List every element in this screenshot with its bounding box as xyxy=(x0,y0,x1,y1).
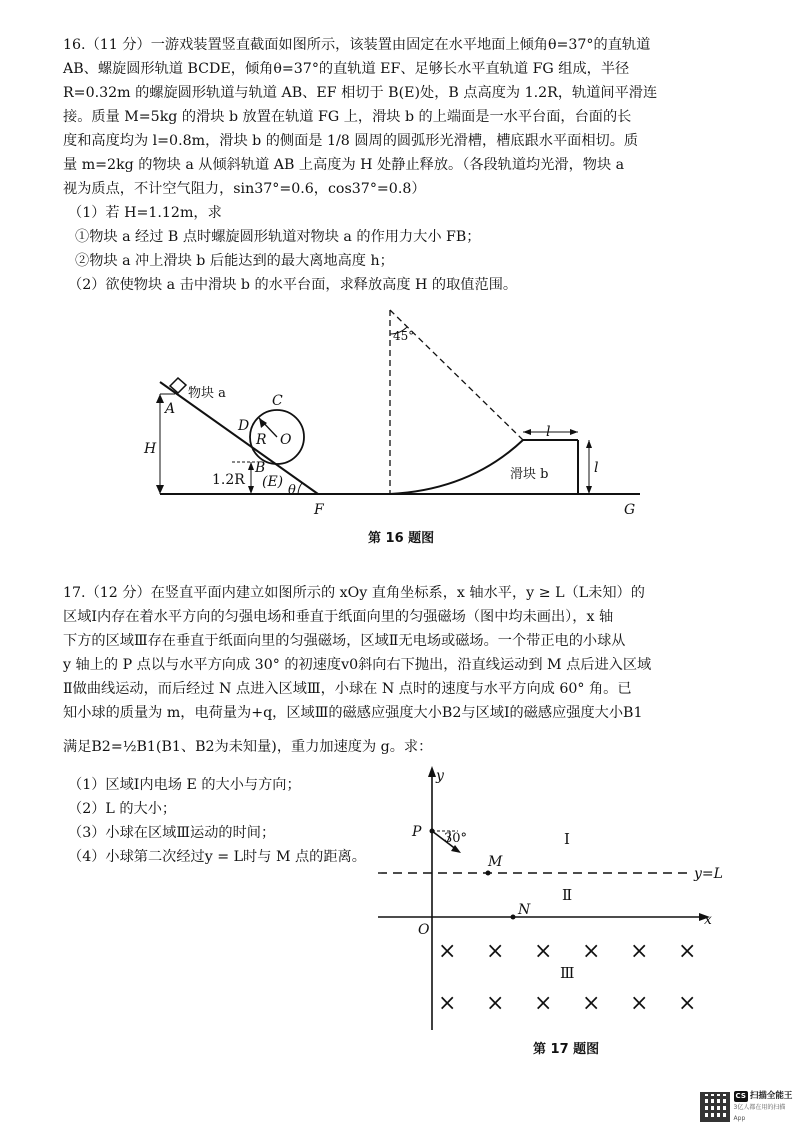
q16-line-3: R=0.32m 的螺旋圆形轨道与轨道 AB、EF 相切于 B(E)处，B 点高度为 1.2R，轨道间平滑连 xyxy=(63,85,658,101)
q16-sub1b: ②物块 a 冲上滑块 b 后能达到的最大离地高度 h； xyxy=(75,253,394,269)
label-E: (E) xyxy=(262,474,284,490)
label-H: H xyxy=(144,441,157,457)
q17-sub-4: （4）小球第二次经过y = L时与 M 点的距离。 xyxy=(68,849,366,865)
label-theta: θ xyxy=(288,483,296,498)
label-y-axis: y xyxy=(436,768,444,784)
scanner-logo: CS xyxy=(735,1091,746,1100)
y-axis-arrow xyxy=(428,766,436,777)
label-B: B xyxy=(255,460,266,476)
label-G: G xyxy=(624,502,636,518)
label-O: O xyxy=(280,432,292,448)
q17-line-3: 下方的区域Ⅲ存在垂直于纸面向里的匀强磁场，区域Ⅱ无电场或磁场。一个带正电的小球从 xyxy=(63,633,626,649)
q17-line-2: 区域Ⅰ内存在着水平方向的匀强电场和垂直于纸面向里的匀强磁场（图中均未画出），x 轴 xyxy=(63,609,614,625)
label-origin: O xyxy=(418,922,430,938)
label-l-side: l xyxy=(594,460,599,476)
q17-line-4: y 轴上的 P 点以与水平方向成 30° 的初速度v0斜向右下抛出，沿直线运动到 M 点后进入区域 xyxy=(63,657,652,673)
q17-line-5: Ⅱ做曲线运动，而后经过 N 点进入区域Ⅲ，小球在 N 点时的速度与水平方向成 60° 角。已 xyxy=(63,681,632,697)
field-cross-mark: × xyxy=(534,939,553,964)
field-cross-mark: × xyxy=(438,939,457,964)
label-y-equals-L: y=L xyxy=(694,866,723,882)
label-D: D xyxy=(238,418,250,434)
label-slider-b: 滑块 b xyxy=(510,467,549,482)
q16-sub2: （2）欲使物块 a 击中滑块 b 的水平台面，求释放高度 H 的取值范围。 xyxy=(68,277,518,293)
label-A: A xyxy=(165,401,176,417)
q17-line-6: 知小球的质量为 m，电荷量为+q，区域Ⅲ的磁感应强度大小B2与区域Ⅰ的磁感应强度大小B1 xyxy=(63,705,643,721)
q17-sub-1: （1）区域Ⅰ内电场 E 的大小与方向； xyxy=(68,777,301,793)
label-l-top: l xyxy=(546,424,551,440)
label-R: R xyxy=(256,432,267,448)
point-N xyxy=(511,915,516,920)
label-1.2R: 1.2R xyxy=(212,472,245,488)
q16-line-7: 视为质点，不计空气阻力，sin37°=0.6，cos37°=0.8） xyxy=(63,181,426,197)
scanner-subtitle: 3亿人都在用的扫描App xyxy=(733,1103,786,1122)
field-cross-mark: × xyxy=(678,939,697,964)
field-cross-mark: × xyxy=(438,991,457,1016)
label-block-a: 物块 a xyxy=(188,386,226,401)
label-M: M xyxy=(488,854,503,870)
field-cross-mark: × xyxy=(678,991,697,1016)
field-cross-mark: × xyxy=(582,991,601,1016)
q16-sub1: （1）若 H=1.12m，求 xyxy=(68,205,222,221)
point-M xyxy=(486,871,491,876)
q17-line-last: 满足B2=½B1(B1、B2为未知量)，重力加速度为 g。求： xyxy=(63,739,433,755)
qr-code-icon xyxy=(700,1092,730,1122)
point-P xyxy=(430,829,435,834)
q16-line-5: 度和高度均为 l=0.8m，滑块 b 的侧面是 1/8 圆周的圆弧形光滑槽，槽底跟水平面相切。质 xyxy=(63,133,639,149)
label-region-III: Ⅲ xyxy=(560,964,575,982)
label-F: F xyxy=(314,502,324,518)
q17-sub-2: （2）L 的大小； xyxy=(68,801,177,817)
label-30: 30° xyxy=(444,831,468,846)
label-C: C xyxy=(272,393,283,409)
q16-sub1a: ①物块 a 经过 B 点时螺旋圆形轨道对物块 a 的作用力大小 FB； xyxy=(75,229,481,245)
q17-sub-3: （3）小球在区域Ⅲ运动的时间； xyxy=(68,825,276,841)
scanner-title: 扫描全能王 xyxy=(749,1090,793,1101)
label-P: P xyxy=(412,824,422,840)
scanner-watermark xyxy=(700,1088,796,1126)
label-x-axis: x xyxy=(704,912,712,928)
label-region-II: Ⅱ xyxy=(562,886,573,904)
q16-line-1: 16.（11 分）一游戏装置竖直截面如图所示，该装置由固定在水平地面上倾角θ=37°的直轨道 xyxy=(63,37,651,53)
q16-line-4: 接。质量 M=5kg 的滑块 b 放置在轨道 FG 上，滑块 b 的上端面是一水平台面，台面的长 xyxy=(63,109,632,125)
q16-line-6: 量 m=2kg 的物块 a 从倾斜轨道 AB 上高度为 H 处静止释放。（各段轨道均光滑，物块 a xyxy=(63,157,625,173)
field-cross-mark: × xyxy=(486,939,505,964)
q17-caption: 第 17 题图 xyxy=(533,1042,600,1057)
field-cross-mark: × xyxy=(486,991,505,1016)
q16-line-2: AB、螺旋圆形轨道 BCDE，倾角θ=37°的直轨道 EF、足够长水平直轨道 FG 组成，半径 xyxy=(63,61,630,77)
field-cross-mark: × xyxy=(582,939,601,964)
q17-line-1: 17.（12 分）在竖直平面内建立如图所示的 xOy 直角坐标系，x 轴水平，y ≥ L（L未知）的 xyxy=(63,585,645,601)
field-cross-mark: × xyxy=(630,991,649,1016)
label-45: 45° xyxy=(393,329,415,343)
label-region-I: Ⅰ xyxy=(564,830,570,848)
field-cross-mark: × xyxy=(534,991,553,1016)
q16-caption: 第 16 题图 xyxy=(368,531,435,546)
field-cross-mark: × xyxy=(630,939,649,964)
label-N: N xyxy=(518,902,531,918)
